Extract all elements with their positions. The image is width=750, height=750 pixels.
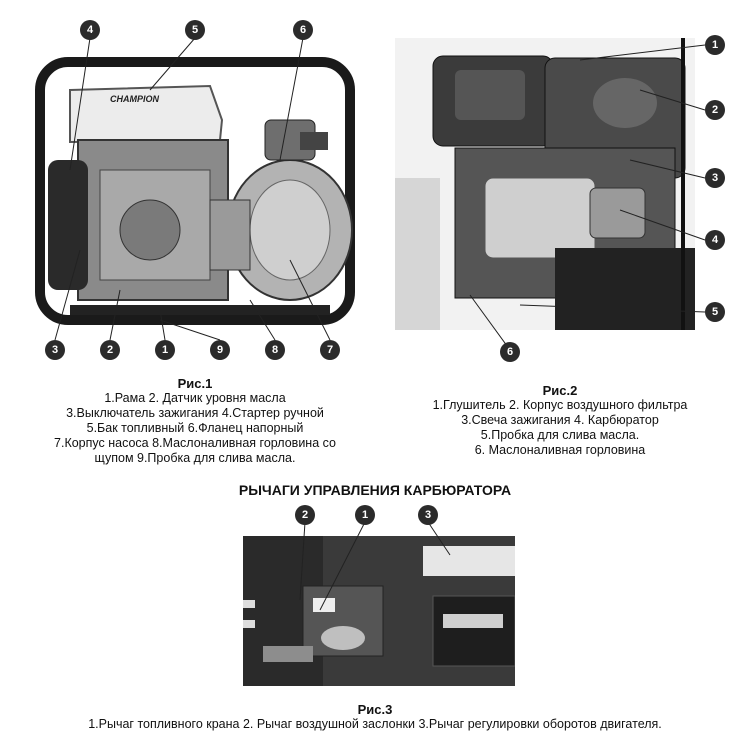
fig1-line: 1.Рама 2. Датчик уровня масла <box>104 391 286 405</box>
fig2-marker-3: 3 <box>705 168 725 188</box>
fig2-marker-2: 2 <box>705 100 725 120</box>
fig3-marker-3: 3 <box>418 505 438 525</box>
fig1-line: 7.Корпус насоса 8.Маслоналивная горловина со <box>54 436 336 450</box>
fig1-title: Рис.1 <box>177 376 213 391</box>
fig2-marker-4: 4 <box>705 230 725 250</box>
fig1-line: щупом 9.Пробка для слива масла. <box>94 451 296 465</box>
fig2-marker-1: 1 <box>705 35 725 55</box>
fig3-line: 1.Рычаг топливного крана 2. Рычаг воздушной заслонки 3.Рычаг регулировки оборотов двигателя. <box>88 717 662 731</box>
fig2-line: 1.Глушитель 2. Корпус воздушного фильтра <box>432 398 688 412</box>
fig1-marker-8: 8 <box>265 340 285 360</box>
fig1-line: 5.Бак топливный 6.Фланец напорный <box>86 421 304 435</box>
fig1-line: 3.Выключатель зажигания 4.Стартер ручной <box>66 406 324 420</box>
fig2-marker-5: 5 <box>705 302 725 322</box>
fig2-line: 5.Пробка для слива масла. <box>480 428 640 442</box>
fig1-marker-7: 7 <box>320 340 340 360</box>
fig2-marker-6: 6 <box>500 342 520 362</box>
fig1-marker-2: 2 <box>100 340 120 360</box>
fig2-title: Рис.2 <box>542 383 578 398</box>
fig2-line: 3.Свеча зажигания 4. Карбюратор <box>461 413 659 427</box>
fig1-marker-6: 6 <box>293 20 313 40</box>
brand-logo: CHAMPION <box>110 94 159 104</box>
fig3-marker-1: 1 <box>355 505 375 525</box>
fig3-title: Рис.3 <box>357 702 393 717</box>
fig1-caption <box>20 376 370 466</box>
fig1-marker-4: 4 <box>80 20 100 40</box>
fig1-marker-5: 5 <box>185 20 205 40</box>
fig1-marker-3: 3 <box>45 340 65 360</box>
fig3-caption <box>0 702 750 732</box>
fig1-marker-9: 9 <box>210 340 230 360</box>
section-heading: РЫЧАГИ УПРАВЛЕНИЯ КАРБЮРАТОРА <box>238 482 512 498</box>
fig1-marker-1: 1 <box>155 340 175 360</box>
fig2-line: 6. Маслоналивная горловина <box>474 443 646 457</box>
fig3-marker-2: 2 <box>295 505 315 525</box>
fig2-caption <box>400 383 720 458</box>
